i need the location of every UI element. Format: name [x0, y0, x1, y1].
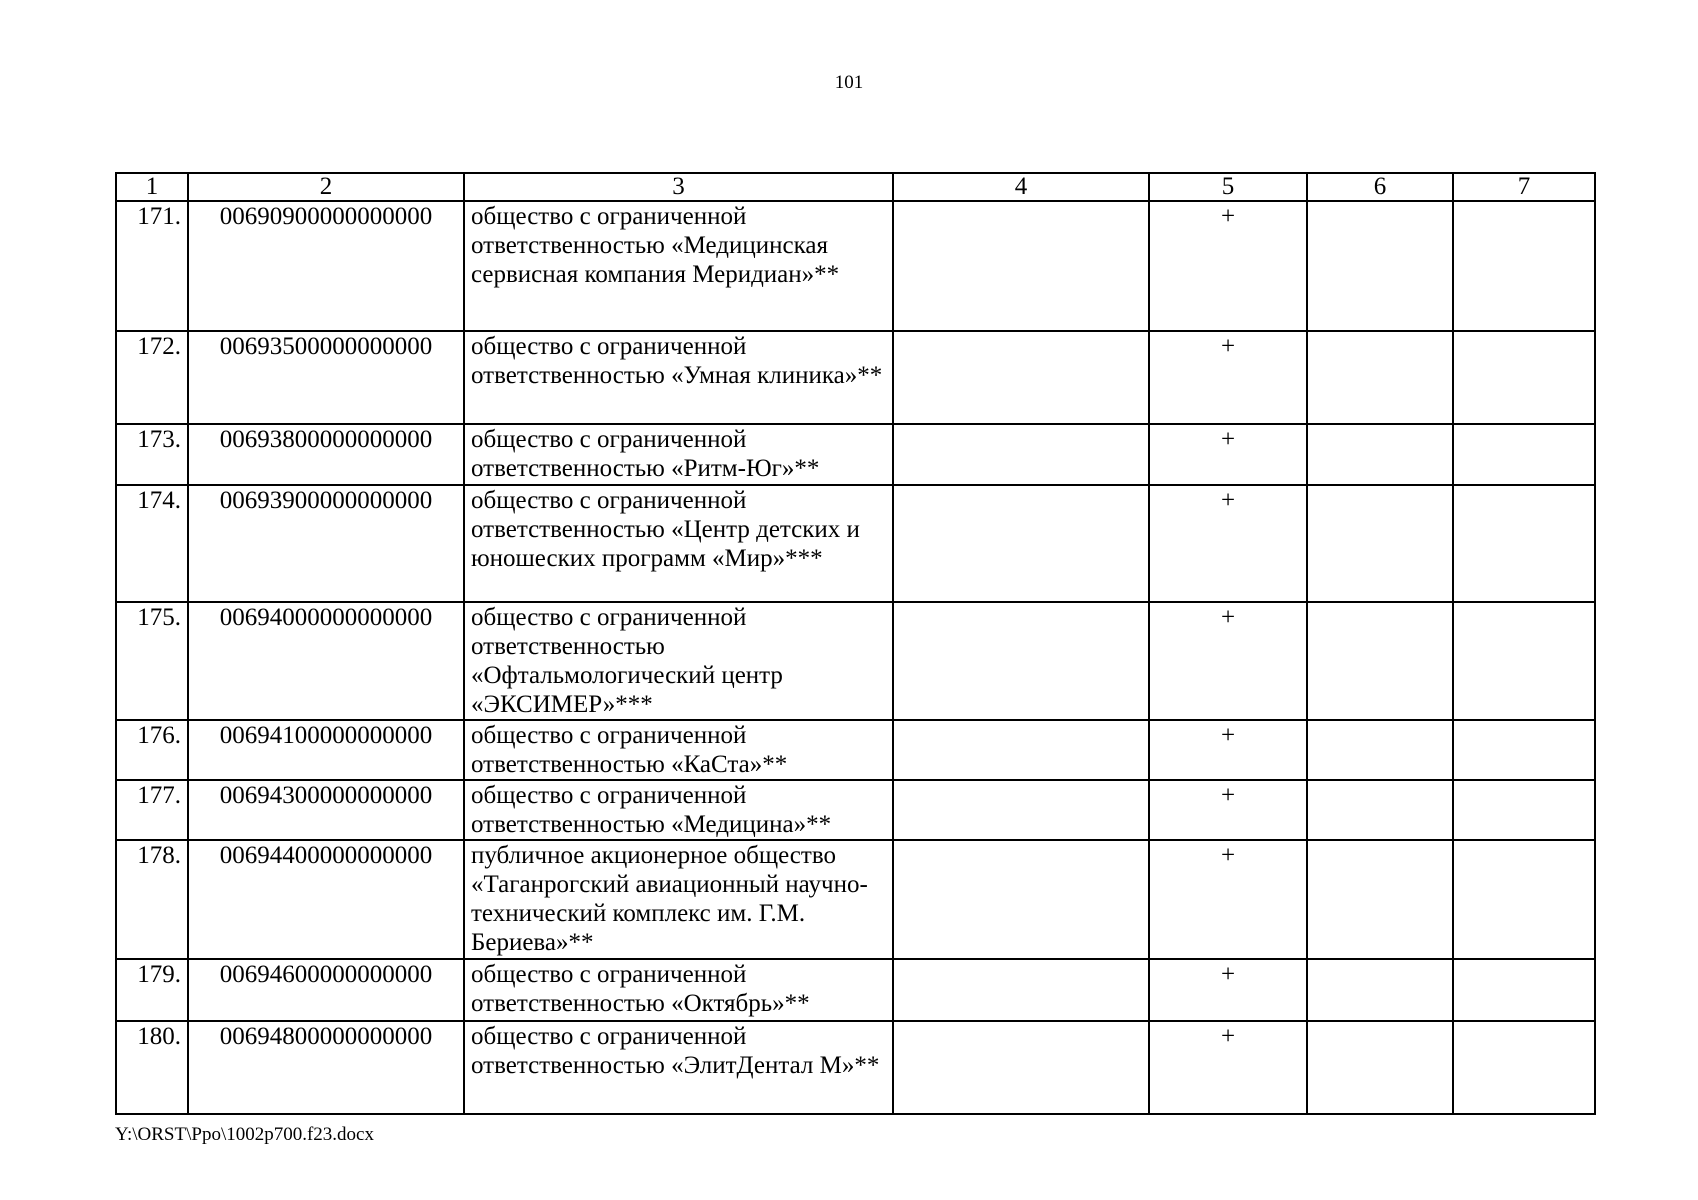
row-number: 177.: [116, 780, 188, 840]
cell-col7: [1453, 424, 1595, 485]
cell-col4: [893, 331, 1149, 424]
org-name: общество с ограниченной ответственностью «Медицинская сервисная компания Меридиан»**: [464, 201, 893, 331]
cell-col7: [1453, 959, 1595, 1021]
column-header: 6: [1307, 173, 1453, 201]
column-header: 1: [116, 173, 188, 201]
org-code: 00694100000000000: [188, 720, 464, 780]
cell-col4: [893, 602, 1149, 720]
org-name: общество с ограниченной ответственностью «Ритм-Юг»**: [464, 424, 893, 485]
row-number: 178.: [116, 840, 188, 959]
row-number: 172.: [116, 331, 188, 424]
cell-col7: [1453, 1021, 1595, 1114]
cell-col4: [893, 1021, 1149, 1114]
org-code: 00693800000000000: [188, 424, 464, 485]
table-row: [116, 780, 1595, 840]
footer-file-path: Y:\ORST\Ppo\1002p700.f23.docx: [115, 1124, 374, 1145]
org-code: 00693500000000000: [188, 331, 464, 424]
org-code: 00690900000000000: [188, 201, 464, 331]
table-row: [116, 485, 1595, 602]
cell-col4: [893, 780, 1149, 840]
cell-col7: [1453, 602, 1595, 720]
row-number: 176.: [116, 720, 188, 780]
cell-col5: +: [1149, 959, 1307, 1021]
cell-col5: +: [1149, 424, 1307, 485]
cell-col5: +: [1149, 840, 1307, 959]
cell-col6: [1307, 424, 1453, 485]
column-header: 3: [464, 173, 893, 201]
org-code: 00694300000000000: [188, 780, 464, 840]
row-number: 171.: [116, 201, 188, 331]
org-name: общество с ограниченной ответственностью «Центр детских и юношеских программ «Мир»***: [464, 485, 893, 602]
table-row: [116, 840, 1595, 959]
org-name: публичное акционерное общество «Таганрогский авиационный научно-технический комплекс им. Г.М. Бериева»**: [464, 840, 893, 959]
org-code: 00694600000000000: [188, 959, 464, 1021]
cell-col6: [1307, 959, 1453, 1021]
cell-col4: [893, 720, 1149, 780]
cell-col5: +: [1149, 331, 1307, 424]
org-code: 00694800000000000: [188, 1021, 464, 1114]
cell-col5: +: [1149, 201, 1307, 331]
cell-col7: [1453, 720, 1595, 780]
org-name: общество с ограниченной ответственностью «Медицина»**: [464, 780, 893, 840]
cell-col6: [1307, 602, 1453, 720]
column-header: 5: [1149, 173, 1307, 201]
org-code: 00694400000000000: [188, 840, 464, 959]
table-row: [116, 602, 1595, 720]
cell-col4: [893, 201, 1149, 331]
table-row: [116, 201, 1595, 331]
column-header: 4: [893, 173, 1149, 201]
org-name: общество с ограниченной ответственностью «Офтальмологический центр «ЭКСИМЕР»***: [464, 602, 893, 720]
registry-table: [115, 172, 1596, 1115]
row-number: 180.: [116, 1021, 188, 1114]
cell-col7: [1453, 485, 1595, 602]
org-code: 00694000000000000: [188, 602, 464, 720]
row-number: 174.: [116, 485, 188, 602]
cell-col5: +: [1149, 485, 1307, 602]
row-number: 179.: [116, 959, 188, 1021]
table-row: [116, 959, 1595, 1021]
cell-col7: [1453, 840, 1595, 959]
cell-col4: [893, 424, 1149, 485]
table-row: [116, 424, 1595, 485]
cell-col7: [1453, 331, 1595, 424]
org-name: общество с ограниченной ответственностью «Октябрь»**: [464, 959, 893, 1021]
org-name: общество с ограниченной ответственностью «Умная клиника»**: [464, 331, 893, 424]
cell-col4: [893, 959, 1149, 1021]
header-row: [116, 173, 1595, 201]
table-row: [116, 720, 1595, 780]
org-name: общество с ограниченной ответственностью «ЭлитДентал М»**: [464, 1021, 893, 1114]
row-number: 175.: [116, 602, 188, 720]
cell-col6: [1307, 1021, 1453, 1114]
cell-col6: [1307, 780, 1453, 840]
table-row: [116, 1021, 1595, 1114]
cell-col6: [1307, 720, 1453, 780]
cell-col5: +: [1149, 780, 1307, 840]
table-row: [116, 331, 1595, 424]
row-number: 173.: [116, 424, 188, 485]
cell-col6: [1307, 201, 1453, 331]
page-number: 101: [834, 72, 864, 93]
column-header: 7: [1453, 173, 1595, 201]
cell-col5: +: [1149, 1021, 1307, 1114]
cell-col6: [1307, 331, 1453, 424]
org-name: общество с ограниченной ответственностью «КаСта»**: [464, 720, 893, 780]
cell-col4: [893, 840, 1149, 959]
cell-col6: [1307, 840, 1453, 959]
cell-col5: +: [1149, 720, 1307, 780]
cell-col7: [1453, 201, 1595, 331]
column-header: 2: [188, 173, 464, 201]
cell-col5: +: [1149, 602, 1307, 720]
cell-col7: [1453, 780, 1595, 840]
org-code: 00693900000000000: [188, 485, 464, 602]
cell-col4: [893, 485, 1149, 602]
cell-col6: [1307, 485, 1453, 602]
